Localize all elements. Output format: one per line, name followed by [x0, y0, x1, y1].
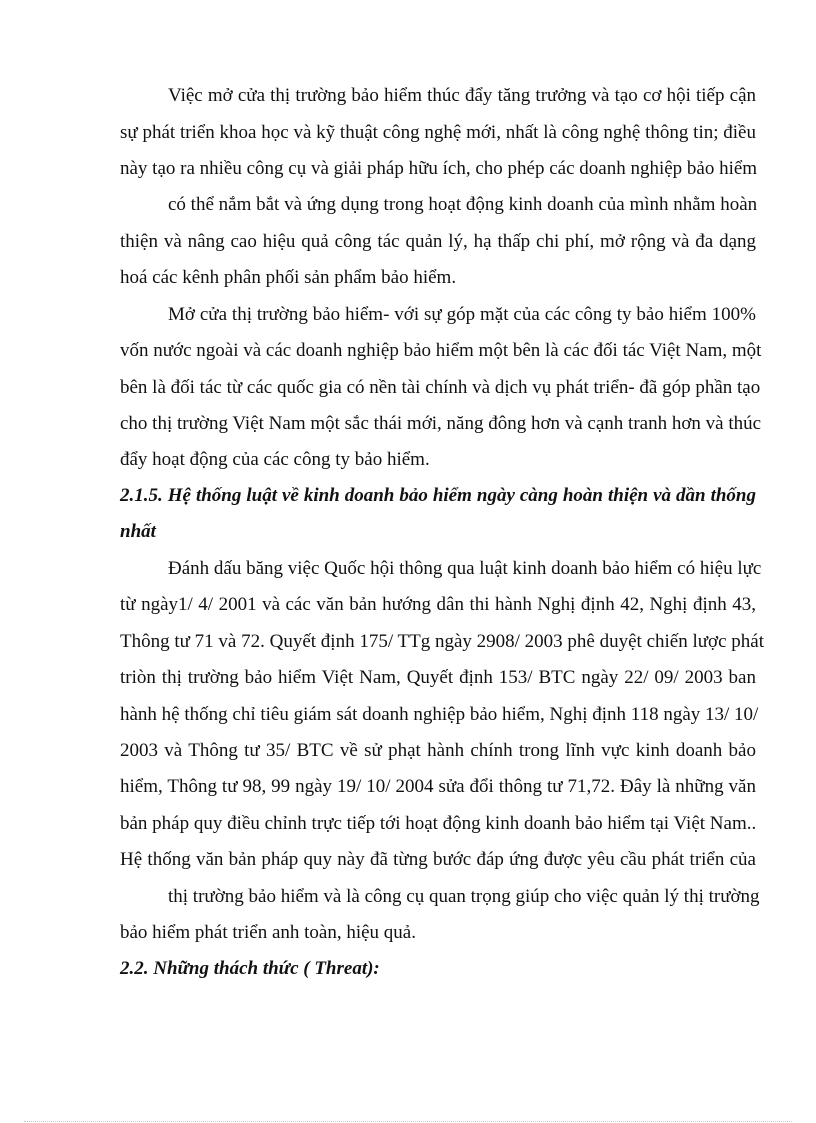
- paragraph-1-line-4: có thể nắm bắt và ứng dụng trong hoạt động kinh doanh của mình nhằm hoàn: [168, 194, 758, 215]
- paragraph-1-line-6: hoá các kênh phân phối sản phẩm bảo hiểm.: [120, 267, 457, 288]
- paragraph-3-line-8: bản pháp quy điều chỉnh trực tiếp tới hoạt động kinh doanh bảo hiểm tại Việt Nam..: [120, 813, 757, 834]
- paragraph-3-line-11: bảo hiểm phát triển anh toàn, hiệu quả.: [120, 922, 416, 943]
- paragraph-2-line-1: Mở cửa thị trường bảo hiểm- với sự góp mặt của các công ty bảo hiểm 100%: [168, 304, 756, 325]
- page-bottom-rule: [24, 1121, 792, 1122]
- paragraph-3-line-1: Đánh dấu băng việc Quốc hội thông qua luật kinh doanh bảo hiểm có hiệu lực: [168, 558, 762, 579]
- paragraph-3-line-5: hành hệ thống chỉ tiêu giám sát doanh nghiệp bảo hiểm, Nghị định 118 ngày 13/ 10/: [120, 704, 759, 725]
- paragraph-3-line-2: từ ngày1/ 4/ 2001 và các văn bản hướng dân thi hành Nghị định 42, Nghị định 43,: [120, 594, 756, 615]
- section-heading-2-2: 2.2. Những thách thức ( Threat):: [120, 958, 380, 979]
- paragraph-3-line-7: hiểm, Thông tư 98, 99 ngày 19/ 10/ 2004 sửa đổi thông tư 71,72. Đây là những văn: [120, 776, 756, 797]
- paragraph-3-line-6: 2003 và Thông tư 35/ BTC về sử phạt hành chính trong lĩnh vực kinh doanh bảo: [120, 740, 756, 761]
- paragraph-3-line-3: Thông tư 71 và 72. Quyết định 175/ TTg ngày 2908/ 2003 phê duyệt chiến lược phát: [120, 631, 764, 652]
- paragraph-1-line-5: thiện và nâng cao hiệu quả công tác quản lý, hạ thấp chi phí, mở rộng và đa dạng: [120, 231, 756, 252]
- section-heading-2-1-5-line-1: 2.1.5. Hệ thống luật về kinh doanh bảo hiểm ngày càng hoàn thiện và dần thống: [120, 485, 756, 506]
- section-heading-2-1-5-line-2: nhất: [120, 521, 156, 542]
- paragraph-2-line-3: bên là đối tác từ các quốc gia có nền tài chính và dịch vụ phát triển- đã góp phần tạo: [120, 377, 761, 398]
- paragraph-2-line-4: cho thị trường Việt Nam một sắc thái mới, năng đông hơn và cạnh tranh hơn và thúc: [120, 413, 762, 434]
- paragraph-1-line-3: này tạo ra nhiều công cụ và giải pháp hữu ích, cho phép các doanh nghiệp bảo hiểm: [120, 158, 758, 179]
- paragraph-2-line-5: đẩy hoạt động của các công ty bảo hiểm.: [120, 449, 430, 470]
- paragraph-3-line-10: thị trường bảo hiểm và là công cụ quan trọng giúp cho việc quản lý thị trường: [168, 886, 760, 907]
- paragraph-3-line-9: Hệ thống văn bản pháp quy này đã từng bước đáp ứng được yêu cầu phát triển của: [120, 849, 756, 870]
- paragraph-2-line-2: vốn nước ngoài và các doanh nghiệp bảo hiểm một bên là các đối tác Việt Nam, một: [120, 340, 762, 361]
- paragraph-3-line-4: triòn thị trường bảo hiểm Việt Nam, Quyết định 153/ BTC ngày 22/ 09/ 2003 ban: [120, 667, 756, 688]
- paragraph-1-line-1: Việc mở cửa thị trường bảo hiểm thúc đẩy tăng trưởng và tạo cơ hội tiếp cận: [168, 85, 756, 106]
- paragraph-1-line-2: sự phát triển khoa học và kỹ thuật công nghệ mới, nhất là công nghệ thông tin; điều: [120, 122, 756, 143]
